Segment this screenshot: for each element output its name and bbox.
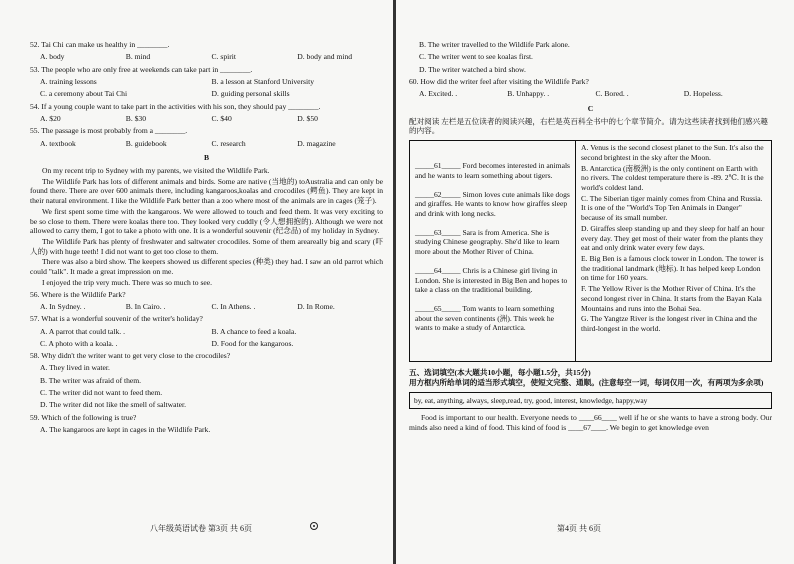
q59-option-a: A. The kangaroos are kept in cages in the Wildlife Park.: [40, 425, 211, 434]
q60-options: [419, 89, 772, 99]
left-column: [30, 40, 383, 437]
passage-b-paragraph: I enjoyed the trip very much. There was so much to see.: [42, 277, 213, 287]
q58-option-c: C. The writer did not want to feed them.: [40, 388, 163, 398]
q60-option-c: C. Bored. .: [595, 89, 629, 99]
q53-option-b: B. a lesson at Stanford University: [211, 76, 315, 86]
section-c-instructions: 配对阅读 左栏是五位读者的阅读兴趣，右栏是英百科全书中的七个章节简介。请为这些读者找到他们感兴趣的内容。: [409, 116, 768, 136]
passage-b-paragraph: We first spent some time with the kangaroos. We were allowed to touch and feed them. It was very exciting to be so close to them. There were koalas there too. They looked very cuddly (令人想拥抱的). Although we were not allowed to carry them, I got to take a photo with one. It is a wonderful souvenir (纪念品) of my holiday in Sydney.: [30, 206, 383, 236]
matching-chapters-column: [576, 141, 771, 361]
chapter-a: A. Venus is the second closest planet to the Sun. It's also the second brightest in the sky after the Moon.: [581, 143, 764, 162]
q57-option-c: C. A photo with a koala. .: [40, 338, 118, 348]
q54-option-a: A. $20: [40, 113, 61, 123]
q58-option-d: D. The writer did not like the smell of saltwater.: [40, 400, 187, 410]
question-56: 56. Where is the Wildlife Park?: [30, 289, 126, 299]
page-divider: [393, 0, 396, 564]
q55-options: [40, 139, 383, 149]
q57-option-d: D. Food for the kangaroos.: [211, 338, 294, 348]
q54-option-b: B. $30: [125, 113, 147, 123]
cloze-passage: Food is important to our health. Everyone needs to ____66____ well if he or she wants to have a strong body. Our minds also need a kind of food. This kind of food is ____67____. We begin to get knowledge even: [409, 413, 772, 432]
question-58: 58. Why didn't the writer want to get very close to the crocodiles?: [30, 351, 231, 361]
q59-option-b: B. The writer travelled to the Wildlife Park alone.: [419, 40, 570, 49]
reader-61: _____61_____ Ford becomes interested in animals and he wants to learn something about tigers.: [415, 161, 571, 180]
q57-options-row1: [40, 327, 383, 337]
q57-options-row2: [40, 339, 383, 349]
chapter-c: C. The Siberian tiger mainly comes from China and Russia. It is one of the "World's Top Ten Animals in Danger" because of its small number.: [581, 193, 763, 223]
question-52: 52. Tai Chi can make us healthy in ________.: [30, 40, 170, 49]
q56-options: [40, 302, 383, 312]
chapter-g: G. The Yangtze River is the longest river in China and the third-longest in the world.: [581, 314, 758, 334]
matching-table: [409, 140, 772, 362]
q54-option-d: D. $50: [297, 113, 318, 123]
chapter-f: F. The Yellow River is the Mother River of China. It's the second longest river in China. It starts from the Bayan Kala Mountains and runs into the Bohai Sea.: [581, 284, 762, 313]
q52-option-c: C. spirit: [211, 52, 236, 62]
q58-option-b: B. The writer was afraid of them.: [40, 375, 142, 385]
word-box: by, eat, anything, always, sleep,read, try, good, interest, knowledge, happy,way: [409, 392, 772, 409]
question-53: 53. The people who are only free at weekends can take part in ________.: [30, 64, 253, 74]
q57-option-b: B. A chance to feed a koala.: [211, 326, 297, 336]
q58-option-a: A. They lived in water.: [40, 363, 110, 373]
section-5-instructions: 用方框内所给单词的适当形式填空，使短文完整、通顺。(注意每空一词，每词仅用一次，有两项为多余项): [409, 377, 764, 387]
q60-option-b: B. Unhappy. .: [507, 89, 550, 99]
q60-option-a: A. Excited. .: [419, 89, 458, 99]
chapter-e: E. Big Ben is a famous clock tower in London. The tower is the traditional landmark (地标). It has helped keep London on time for 160 years.: [581, 254, 764, 283]
section-5-title: 五、选词填空(本大题共10小题，每小题1.5分，共15分): [409, 368, 591, 378]
reader-65: _____65_____ Tom wants to learn something about the seven continents (洲). This week he wants to make a study of Antarctica.: [415, 304, 555, 333]
matching-readers-column: [410, 141, 576, 361]
q52-options: [40, 52, 383, 62]
q55-option-b: B. guidebook: [125, 138, 167, 148]
right-page-footer: 第4页 共 6页: [557, 524, 601, 533]
question-60: 60. How did the writer feel after visiting the Wildlife Park?: [409, 76, 589, 86]
q59-option-d: D. The writer watched a bird show.: [419, 64, 526, 74]
section-b-title: B: [203, 153, 210, 163]
q54-option-c: C. $40: [211, 113, 232, 123]
passage-b-paragraph: The Wildlife Park has lots of different animals and birds. Some are native (当地的) toAustralia and can only be found there. There are over 600 animals there, including kangaroos,koalas and crocodiles (鳄鱼). They are kept in their natural environment. I like the Wildlife Park better than a zoo where most of the animals are in cages (笼子).: [30, 176, 383, 206]
q56-option-b: B. In Cairo. .: [125, 301, 166, 311]
section-c-title: C: [587, 103, 594, 113]
q53-options-row1: [40, 77, 383, 87]
right-column: [409, 40, 772, 433]
passage-b: [30, 166, 383, 288]
question-59: 59. Which of the following is true?: [30, 412, 137, 422]
reader-64: _____64_____ Chris is a Chinese girl living in London. She is interested in Big Ben and hopes to take a class on the traditional building.: [415, 265, 568, 295]
q57-option-a: A. A parrot that could talk. .: [40, 326, 125, 336]
reader-62: _____62_____ Simon loves cute animals like dogs and giraffes. He wants to know how giraffes sleep and drink with long necks.: [415, 189, 570, 218]
binding-hole-icon: [310, 522, 318, 530]
q55-option-c: C. research: [211, 138, 246, 148]
left-page-footer: 八年级英语试卷 第3页 共 6页: [150, 524, 252, 533]
question-55: 55. The passage is most probably from a ________.: [30, 126, 188, 136]
q53-option-d: D. guiding personal skills: [211, 89, 290, 99]
q52-option-a: A. body: [40, 52, 65, 62]
q56-option-a: A. In Sydney. .: [40, 301, 86, 311]
q53-options-row2: [40, 89, 383, 99]
question-57: 57. What is a wonderful souvenir of the writer's holiday?: [30, 314, 203, 324]
q56-option-d: D. In Rome.: [297, 301, 335, 311]
q55-option-a: A. textbook: [40, 138, 76, 148]
chapter-d: D. Giraffes sleep standing up and they sleep for half an hour every day. They get most of their water from the plants they eat and only drink water every few days.: [581, 223, 765, 253]
reader-63: _____63_____ Sara is from America. She is studying Chinese geography. She'd like to learn more about the Mother River of China.: [415, 227, 560, 257]
passage-b-paragraph: On my recent trip to Sydney with my parents, we visited the Wildlife Park.: [42, 165, 270, 175]
q59-option-c: C. The writer went to see koalas first.: [419, 52, 533, 62]
q54-options: [40, 114, 383, 124]
q52-option-b: B. mind: [125, 52, 151, 62]
right-page: [397, 0, 794, 564]
question-54: 54. If a young couple want to take part in the activities with his son, they should pay ________.: [30, 101, 321, 111]
passage-b-paragraph: There was also a bird show. The keepers showed us different species (种类) they had. I saw an old parrot which could "talk". It made a great impression on me.: [30, 257, 383, 277]
chapter-b: B. Antarctica (南极洲) is the only continent on Earth with no rivers. The coldest temperature there is -89. 2℃. It is the world's coldest land.: [581, 163, 764, 192]
q55-option-d: D. magazine: [297, 138, 336, 148]
q53-option-c: C. a ceremony about Tai Chi: [40, 89, 128, 99]
q52-option-d: D. body and mind: [297, 52, 353, 62]
passage-b-paragraph: The Wildlife Park has plenty of freshwater and saltwater crocodiles. Some of them areareally big and scary (吓人的) with huge teeth! I did not want to get too close to them.: [30, 236, 383, 256]
q56-option-c: C. In Athens. .: [211, 301, 256, 311]
q60-option-d: D. Hopeless.: [683, 89, 723, 99]
q53-option-a: A. training lessons: [40, 76, 97, 86]
left-page: [0, 0, 393, 564]
